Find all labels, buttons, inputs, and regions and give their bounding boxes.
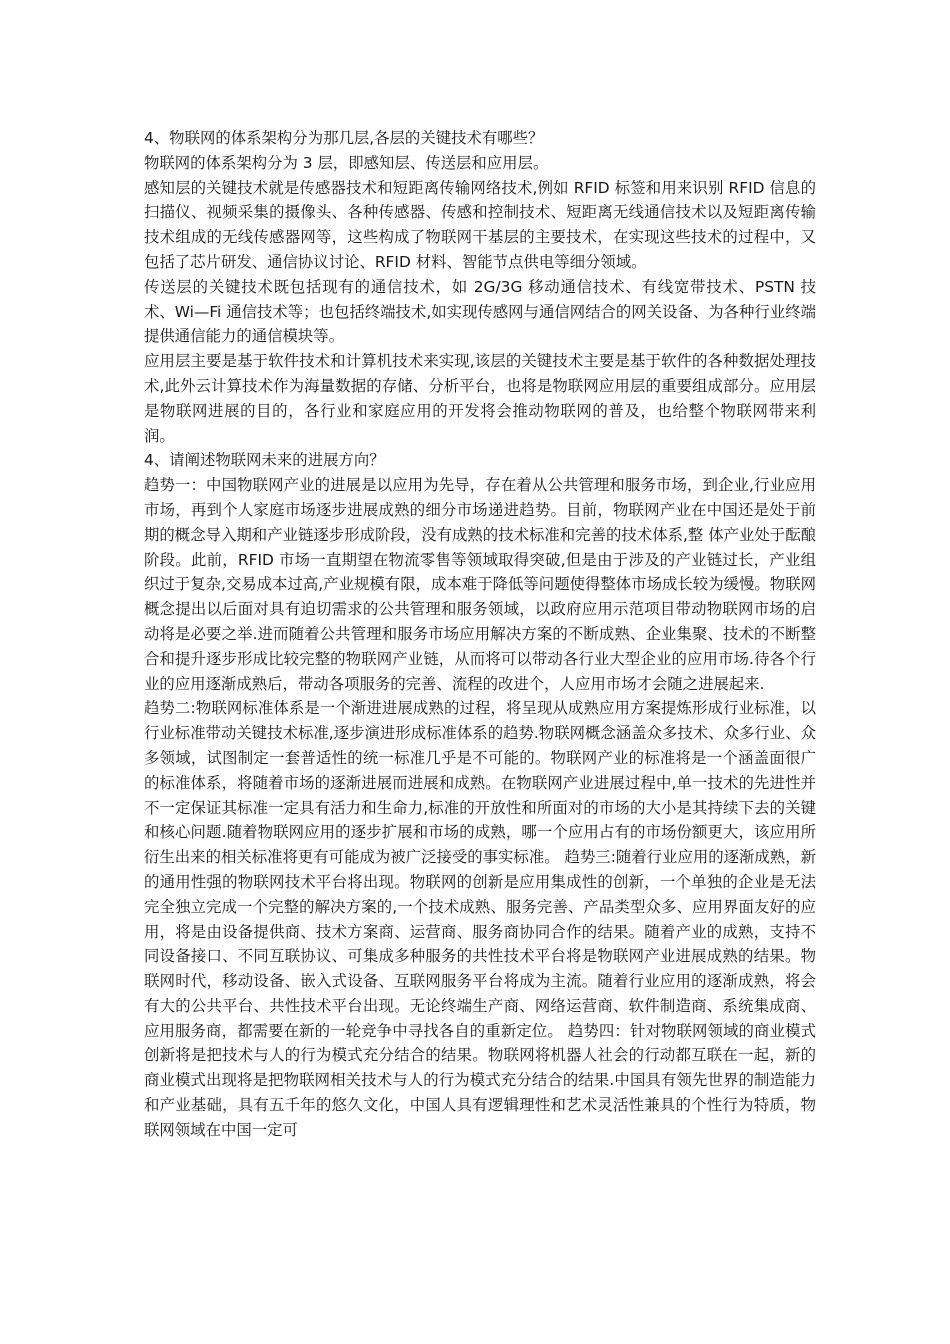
document-body: [144, 126, 816, 1143]
trend-two-three-four-paragraph: 趋势二:物联网标准体系是一个渐进进展成熟的过程，将呈现从成熟应用方案提炼形成行业标准，以行业标准带动关键技术标准,逐步演进形成标准体系的趋势.物联网概念涵盖众多技术、众多行业、众多领域，试图制定一套普适性的统一标准几乎是不可能的。物联网产业的标准将是一个涵盖面很广的标准体系，将随着市场的逐渐进展而进展和成熟。在物联网产业进展过程中,单一技术的先进性并不一定保证其标准一定具有活力和生命力,标准的开放性和所面对的市场的大小是其持续下去的关键和核心问题.随着物联网应用的逐步扩展和市场的成熟，哪一个应用占有的市场份额更大，该应用所衍生出来的相关标准将更有可能成为被广泛接受的事实标准。 趋势三:随着行业应用的逐渐成熟，新的通用性强的物联网技术平台将出现。物联网的创新是应用集成性的创新，一个单独的企业是无法完全独立完成一个完整的解决方案的,一个技术成熟、服务完善、产品类型众多、应用界面友好的应用，将是由设备提供商、技术方案商、运营商、服务商协同合作的结果。随着产业的成熟，支持不同设备接口、不同互联协议、可集成多种服务的共性技术平台将是物联网产业进展成熟的结果。物联网时代，移动设备、嵌入式设备、互联网服务平台将成为主流。随着行业应用的逐渐成熟，将会有大的公共平台、共性技术平台出现。无论终端生产商、网络运营商、软件制造商、系统集成商、应用服务商，都需要在新的一轮竞争中寻找各自的重新定位。 趋势四：针对物联网领域的商业模式创新将是把技术与人的行为模式充分结合的结果。物联网将机器人社会的行动都互联在一起，新的商业模式出现将是把物联网相关技术与人的行为模式充分结合的结果.中国具有领先世界的制造能力和产业基础，具有五千年的悠久文化，中国人具有逻辑理性和艺术灵活性兼具的个性行为特质，物联网领域在中国一定可: [144, 699, 816, 1139]
question-4-heading: 4、物联网的体系架构分为那几层,各层的关键技术有哪些？: [144, 129, 544, 147]
question-future-heading: 4、请阐述物联网未来的进展方向？: [144, 451, 385, 470]
architecture-summary-paragraph: 物联网的体系架构分为 3 层，即感知层、传送层和应用层。: [144, 153, 549, 172]
transport-layer-paragraph: 传送层的关键技术既包括现有的通信技术，如 2G/3G 移动通信技术、有线宽带技术、PSTN 技术、Wi—Fi 通信技术等；也包括终端技术,如实现传感网与通信网结合的网关设备、为各种行业终端提供通信能力的通信模块等。: [144, 277, 816, 346]
perception-layer-paragraph: 感知层的关键技术就是传感器技术和短距离传输网络技术,例如 RFID 标签和用来识别 RFID 信息的扫描仪、视频采集的摄像头、各种传感器、传感和控制技术、短距离无线通信技术以及短距离传输技术组成的无线传感器网等，这些构成了物联网干基层的主要技术，在实现这些技术的过程中，又包括了芯片研发、通信协议讨论、RFID 材料、智能节点供电等细分领域。: [144, 178, 816, 271]
trend-one-paragraph: 趋势一：中国物联网产业的进展是以应用为先导，存在着从公共管理和服务市场，到企业,行业应用市场，再到个人家庭市场逐步进展成熟的细分市场递进趋势。目前，物联网产业在中国还是处于前期的概念导入期和产业链逐步形成阶段，没有成熟的技术标准和完善的技术体系,整 体产业处于酝酿阶段。此前，RFID 市场一直期望在物流零售等领域取得突破,但是由于涉及的产业链过长，产业组织过于复杂,交易成本过高,产业规模有限，成本难于降低等问题使得整体市场成长较为缓慢。物联网概念提出以后面对具有迫切需求的公共管理和服务领域，以政府应用示范项目带动物联网市场的启动将是必要之举.进而随着公共管理和服务市场应用解决方案的不断成熟、企业集聚、技术的不断整合和提升逐步形成比较完整的物联网产业链，从而将可以带动各行业大型企业的应用市场.待各个行业的应用逐渐成熟后，带动各项服务的完善、流程的改进个，人应用市场才会随之进展起来.: [144, 476, 816, 693]
application-layer-paragraph: 应用层主要是基于软件技术和计算机技术来实现,该层的关键技术主要是基于软件的各种数据处理技术,此外云计算技术作为海量数据的存储、分析平台，也将是物联网应用层的重要组成部分。应用层是物联网进展的目的，各行业和家庭应用的开发将会推动物联网的普及，也给整个物联网带来利润。: [144, 352, 816, 445]
